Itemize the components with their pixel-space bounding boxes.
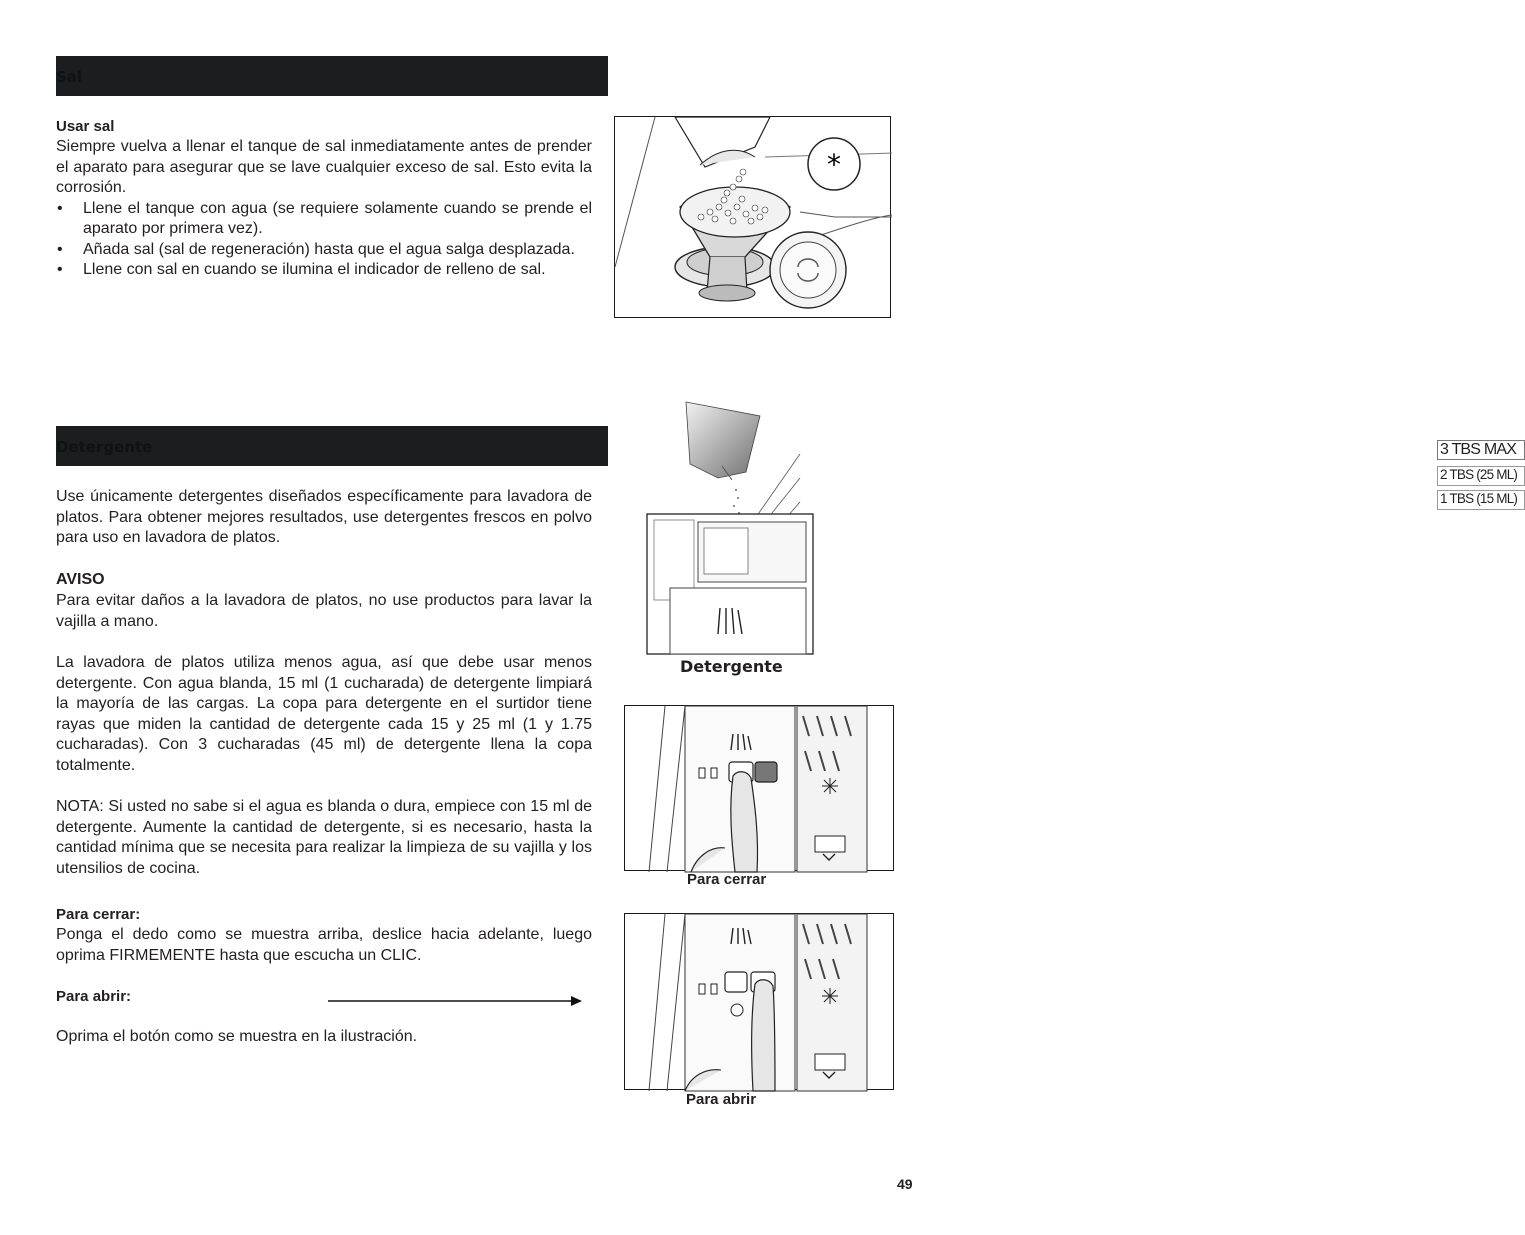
para-abrir-text: Oprima el botón como se muestra en la ilustración. xyxy=(56,1028,418,1045)
subheading-usar-sal: Usar sal xyxy=(56,118,115,135)
svg-text:*: * xyxy=(827,148,841,181)
measure-label-max: 3 TBS MAX xyxy=(1437,440,1525,460)
list-item: • Llene el tanque con agua (se requiere solamente cuando se prende el aparato por primera vez). xyxy=(56,199,592,240)
aviso-text: Para evitar daños a la lavadora de platos, no use productos para lavar la vajilla a mano. xyxy=(56,592,592,630)
detergente-paragraph-2: La lavadora de platos utiliza menos agua, así que debe usar menos detergente. Con agua blanda, 15 ml (1 cucharada) de detergente limpiará la mayoría de las cargas. La copa para detergente en el surtidor tiene rayas que miden la cantidad de detergente cada 15 y 25 ml (1 y 1.75 cucharadas). Con 3 cucharadas (45 ml) de detergente llena la copa totalmente. xyxy=(56,654,592,774)
detergent-cup-illustration xyxy=(640,398,1518,658)
section-title-detergente: Detergente xyxy=(56,438,153,456)
arrow-right-icon xyxy=(327,994,583,1008)
para-abrir-title: Para abrir: xyxy=(56,988,132,1005)
list-item: • Llene con sal en cuando se ilumina el indicador de relleno de sal. xyxy=(56,260,592,281)
page-number: 49 xyxy=(897,1176,913,1192)
measure-label-15ml: 1 TBS (15 ML) xyxy=(1437,490,1525,510)
detergente-intro: Use únicamente detergentes diseñados específicamente para lavadora de platos. Para obtener mejores resultados, use detergentes frescos en polvo para uso en lavadora de platos. xyxy=(56,488,592,546)
sal-intro-text: Siempre vuelva a llenar el tanque de sal inmediatamente antes de prender el aparato para asegurar que se lave cualquier exceso de sal. Esto evita la corrosión. xyxy=(56,138,592,196)
nota-paragraph: NOTA: Si usted no sabe si el agua es blanda o dura, empiece con 15 ml de detergente. Aumente la cantidad de detergente, si es necesario, hasta la cantidad mínima que se necesita para realizar la limpieza de su vajilla y los utensilios de cocina. xyxy=(56,798,592,877)
para-abrir-illustration xyxy=(624,913,894,1090)
para-cerrar-caption: Para cerrar xyxy=(687,871,767,888)
list-item: • Añada sal (sal de regeneración) hasta que el agua salga desplazada. xyxy=(56,240,592,261)
section-header-detergente xyxy=(56,426,608,466)
para-cerrar-title: Para cerrar: xyxy=(56,906,141,923)
measure-label-25ml: 2 TBS (25 ML) xyxy=(1437,466,1525,486)
detergent-caption: Detergente xyxy=(680,657,783,676)
para-cerrar-text: Ponga el dedo como se muestra arriba, deslice hacia adelante, luego oprima FIRMEMENTE hasta que escucha un CLIC. xyxy=(56,926,592,964)
salt-funnel-illustration xyxy=(614,116,891,318)
sal-intro-paragraph xyxy=(56,137,592,281)
para-cerrar-illustration xyxy=(624,705,894,871)
aviso-title: AVISO xyxy=(56,571,105,588)
section-title-sal: Sal xyxy=(56,68,83,86)
section-header-sal xyxy=(56,56,608,96)
sal-bullet-list xyxy=(56,199,592,281)
para-abrir-caption: Para abrir xyxy=(686,1091,757,1108)
